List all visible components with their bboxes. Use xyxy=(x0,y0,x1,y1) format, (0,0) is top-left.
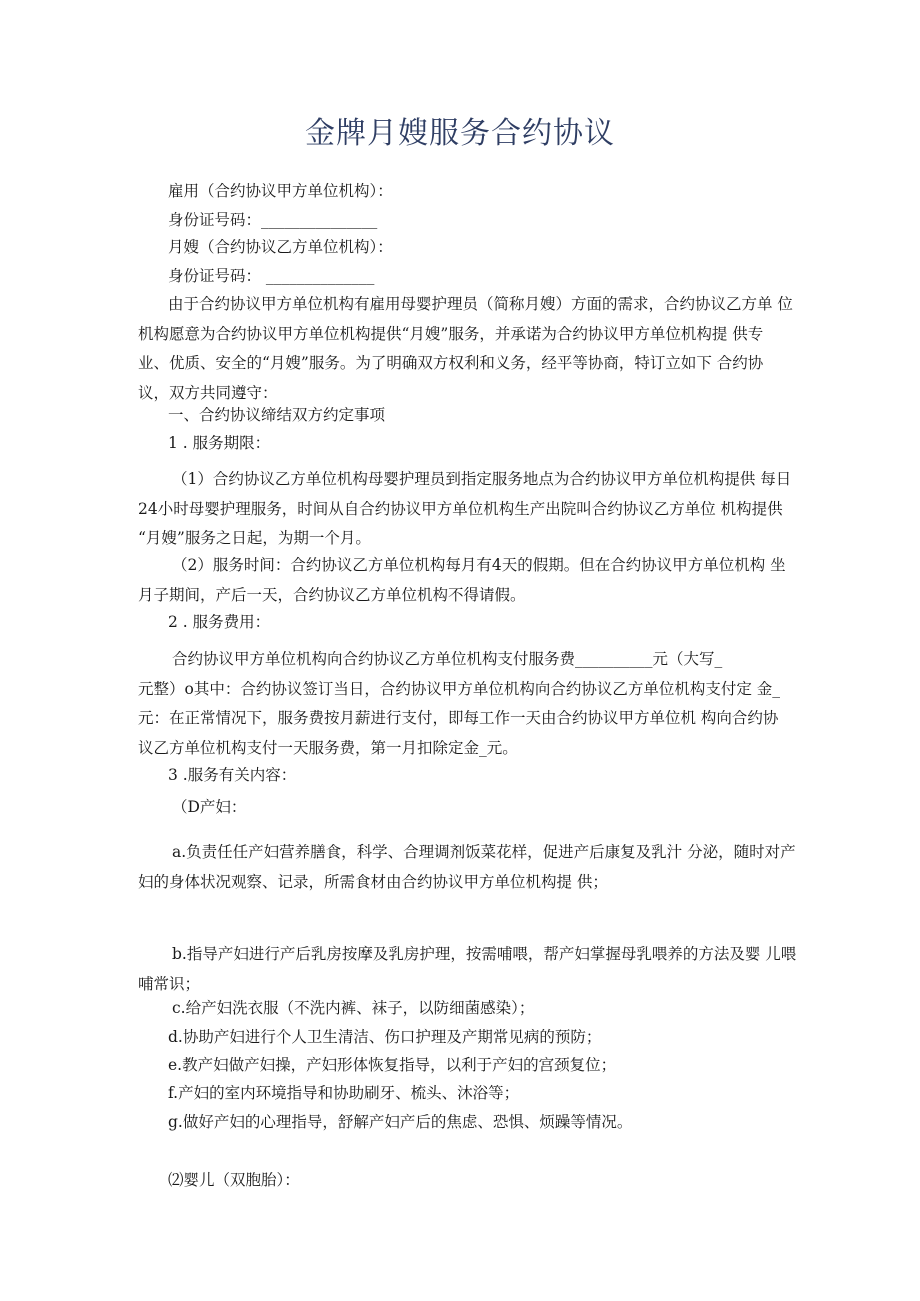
item-heading: 2 . 服务费用： xyxy=(168,613,271,631)
paragraph-line: 议，双方共同遵守： xyxy=(138,383,278,402)
paragraph-line: 24小时母婴护理服务，时间从自合约协议甲方单位机构生产出院叫合约协议乙方单位 机构提供 xyxy=(138,499,783,518)
item-heading: 1 . 服务期限： xyxy=(168,434,271,452)
service-period-paragraph xyxy=(138,465,792,554)
list-item: c.给产妇洗衣服（不洗内裤、袜子，以防细菌感染）； xyxy=(172,999,535,1017)
service-fee-paragraph xyxy=(138,645,788,763)
document-title: 金牌月嫂服务合约协议 xyxy=(305,116,615,151)
nanny-id-line: 身份证号码： ______________ xyxy=(168,267,375,285)
employer-id-line: 身份证号码：_______________ xyxy=(168,211,378,229)
list-item: d.协助产妇进行个人卫生清洁、伤口护理及产期常见病的预防； xyxy=(168,1028,602,1046)
list-item: g.做好产妇的心理指导，舒解产妇产后的焦虑、恐惧、烦躁等情况。 xyxy=(168,1113,633,1131)
list-item: e.教产妇做产妇操，产妇形体恢复指导，以利于产妇的宫颈复位； xyxy=(168,1056,617,1074)
paragraph-line: （1）合约协议乙方单位机构母婴护理员到指定服务地点为合约协议甲方单位机构提供 每日 xyxy=(172,470,792,488)
paragraph-line: 业、优质、安全的“月嫂”服务。为了明确双方权利和义务，经平等协商，特订立如下 合约协 xyxy=(138,354,764,372)
item-a-paragraph xyxy=(138,838,796,897)
paragraph-line: 合约协议甲方单位机构向合约协议乙方单位机构支付服务费__________元（大写_ xyxy=(172,650,723,668)
service-time-paragraph xyxy=(138,551,788,610)
paragraph-line: 元整）o其中：合约协议签订当日，合约协议甲方单位机构向合约协议乙方单位机构支付定 金_ xyxy=(138,679,781,698)
paragraph-line: 哺常识； xyxy=(138,974,201,993)
nanny-line: 月嫂（合约协议乙方单位机构）： xyxy=(168,238,393,256)
paragraph-line: 妇的身体状况观察、记录，所需食材由合约协议甲方单位机构提 供； xyxy=(138,872,608,891)
intro-paragraph xyxy=(138,290,793,408)
paragraph-line: a.负责任任产妇营养膳食，科学、合理调剂饭菜花样，促进产后康复及乳汁 分泌，随时对产 xyxy=(172,843,796,861)
sub-heading: ⑵婴儿（双胞胎）： xyxy=(168,1171,300,1189)
paragraph-line: （2）服务时间：合约协议乙方单位机构每月有4天的假期。但在合约协议甲方单位机构 坐 xyxy=(172,556,786,574)
paragraph-line: “月嫂”服务之日起，为期一个月。 xyxy=(138,529,371,547)
paragraph-line: 机构愿意为合约协议甲方单位机构提供“月嫂”服务，并承诺为合约协议甲方单位机构提 供专 xyxy=(138,324,764,343)
item-b-paragraph xyxy=(138,940,797,999)
list-item: f.产妇的室内环境指导和协助刷牙、梳头、沐浴等； xyxy=(168,1084,520,1102)
paragraph-line: 月子期间，产后一天，合约协议乙方单位机构不得请假。 xyxy=(138,585,526,604)
paragraph-line: 由于合约协议甲方单位机构有雇用母婴护理员（简称月嫂）方面的需求，合约协议乙方单 位 xyxy=(168,295,793,313)
paragraph-line: b.指导产妇进行产后乳房按摩及乳房护理，按需哺喂，帮产妇掌握母乳喂养的方法及婴 儿喂 xyxy=(172,945,797,963)
sub-heading: （D产妇： xyxy=(172,798,247,816)
paragraph-line: 议乙方单位机构支付一天服务费，第一月扣除定金_元。 xyxy=(138,738,518,757)
item-heading: 3 .服务有关内容： xyxy=(168,766,297,784)
paragraph-line: 元：在正常情况下，服务费按月薪进行支付，即每工作一天由合约协议甲方单位机 构向合约协 xyxy=(138,709,779,727)
employer-line: 雇用（合约协议甲方单位机构）： xyxy=(168,182,393,200)
section-heading: 一、合约协议缔结双方约定事项 xyxy=(168,406,386,424)
